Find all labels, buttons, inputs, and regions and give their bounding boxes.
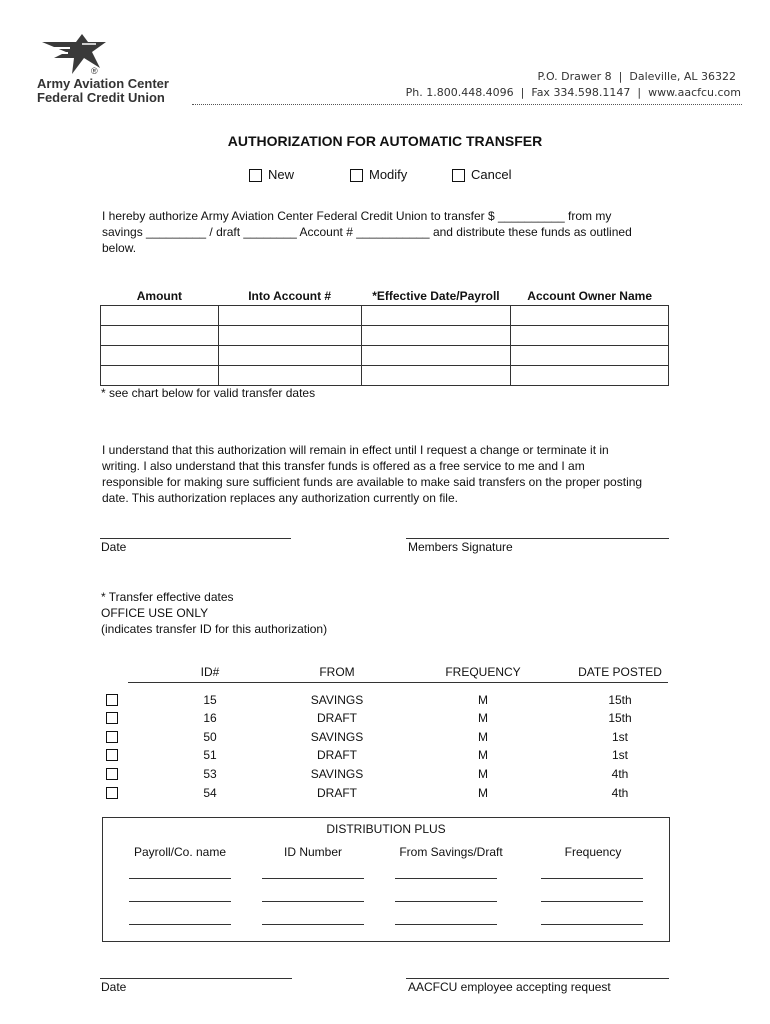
row-from: DRAFT <box>317 748 357 762</box>
row-frequency: M <box>478 711 488 725</box>
understanding-line-2: writing. I also understand that this transfer funds is offered as a free service to me and I am <box>102 459 585 473</box>
new-checkbox[interactable] <box>249 169 262 182</box>
owner-cell[interactable] <box>511 366 669 386</box>
distribution-title: DISTRIBUTION PLUS <box>326 822 446 836</box>
row-id: 50 <box>203 730 217 744</box>
account-cell[interactable] <box>218 306 361 326</box>
col-owner-name: Account Owner Name <box>527 289 652 303</box>
id-number-field-1[interactable] <box>262 878 364 879</box>
member-signature-line[interactable] <box>406 538 669 539</box>
row-frequency: M <box>478 693 488 707</box>
chart-header-frequency: FREQUENCY <box>445 665 521 679</box>
intro-line-1: I hereby authorize Army Aviation Center Federal Credit Union to transfer $ __________ from my <box>102 209 612 223</box>
chart-header-date-posted: DATE POSTED <box>578 665 662 679</box>
chart-header-from: FROM <box>319 665 355 679</box>
contact-address: P.O. Drawer 8 | Daleville, AL 36322 <box>537 70 736 83</box>
account-cell[interactable] <box>218 366 361 386</box>
bottom-date-line[interactable] <box>100 978 292 979</box>
table-row <box>101 306 669 326</box>
amount-cell[interactable] <box>101 326 219 346</box>
dist-header-id-number: ID Number <box>283 845 342 859</box>
payroll-field-3[interactable] <box>129 924 231 925</box>
logo-name-line1: Army Aviation Center <box>37 76 169 91</box>
row-date: 15th <box>608 693 632 707</box>
row-frequency: M <box>478 730 488 744</box>
id-number-field-3[interactable] <box>262 924 364 925</box>
payroll-field-2[interactable] <box>129 901 231 902</box>
distribution-plus-box <box>102 817 670 942</box>
cancel-checkbox[interactable] <box>452 169 465 182</box>
amount-cell[interactable] <box>101 346 219 366</box>
row-date: 1st <box>611 748 628 762</box>
date-label: Date <box>101 540 127 554</box>
row-frequency: M <box>478 786 488 800</box>
option-cancel-label: Cancel <box>471 167 512 182</box>
row-date: 4th <box>611 767 629 781</box>
row-frequency: M <box>478 767 488 781</box>
member-signature-label: Members Signature <box>408 540 513 554</box>
payroll-field-1[interactable] <box>129 878 231 879</box>
owner-cell[interactable] <box>511 326 669 346</box>
dist-header-from: From Savings/Draft <box>399 845 503 859</box>
account-cell[interactable] <box>218 326 361 346</box>
account-cell[interactable] <box>218 346 361 366</box>
understanding-line-3: responsible for making sure sufficient funds are available to make said transfers on the proper posting <box>102 475 643 489</box>
logo-name-line2: Federal Credit Union <box>37 90 165 105</box>
id-53-checkbox[interactable] <box>106 768 118 780</box>
from-field-1[interactable] <box>395 878 497 879</box>
dist-header-payroll: Payroll/Co. name <box>133 845 227 859</box>
intro-line-2: savings _________ / draft ________ Account # ___________ and distribute these funds as outlined <box>102 225 632 239</box>
col-effective-date: *Effective Date/Payroll <box>372 289 500 303</box>
intro-paragraph <box>102 208 722 256</box>
id-54-checkbox[interactable] <box>106 787 118 799</box>
header-divider <box>192 104 742 105</box>
id-16-checkbox[interactable] <box>106 712 118 724</box>
employee-signature-line[interactable] <box>406 978 669 979</box>
chart-header-rule <box>128 682 668 683</box>
row-id: 51 <box>203 748 217 762</box>
dist-header-frequency: Frequency <box>564 845 622 859</box>
frequency-field-2[interactable] <box>541 901 643 902</box>
date-cell[interactable] <box>361 346 511 366</box>
row-date: 1st <box>611 730 628 744</box>
table-row <box>101 326 669 346</box>
row-from: DRAFT <box>317 711 357 725</box>
col-amount: Amount <box>136 289 183 303</box>
id-15-checkbox[interactable] <box>106 694 118 706</box>
chart-header-id: ID# <box>200 665 220 679</box>
id-number-field-2[interactable] <box>262 901 364 902</box>
col-into-account: Into Account # <box>248 289 332 303</box>
aacfcu-logo-icon <box>36 30 112 80</box>
table-row <box>101 346 669 366</box>
option-modify-label: Modify <box>369 167 408 182</box>
id-51-checkbox[interactable] <box>106 749 118 761</box>
row-date: 4th <box>611 786 629 800</box>
row-from: SAVINGS <box>310 767 364 781</box>
table-row <box>101 366 669 386</box>
office-line-1: * Transfer effective dates <box>101 590 234 604</box>
amount-cell[interactable] <box>101 306 219 326</box>
row-from: SAVINGS <box>310 730 364 744</box>
option-new-label: New <box>268 167 295 182</box>
row-id: 16 <box>203 711 217 725</box>
option-cancel[interactable] <box>452 167 511 182</box>
registered-mark: ® <box>91 66 98 76</box>
owner-cell[interactable] <box>511 346 669 366</box>
option-new[interactable] <box>249 167 294 182</box>
modify-checkbox[interactable] <box>350 169 363 182</box>
row-id: 54 <box>203 786 217 800</box>
frequency-field-1[interactable] <box>541 878 643 879</box>
date-line[interactable] <box>100 538 291 539</box>
office-line-2: OFFICE USE ONLY <box>101 606 209 620</box>
understanding-line-4: date. This authorization replaces any authorization currently on file. <box>102 491 458 505</box>
date-cell[interactable] <box>361 306 511 326</box>
transfer-footnote: * see chart below for valid transfer dates <box>101 386 316 400</box>
from-field-3[interactable] <box>395 924 497 925</box>
row-from: SAVINGS <box>310 693 364 707</box>
employee-signature-label: AACFCU employee accepting request <box>408 980 611 994</box>
understanding-paragraph <box>102 442 722 506</box>
form-title: AUTHORIZATION FOR AUTOMATIC TRANSFER <box>227 133 543 149</box>
row-frequency: M <box>478 748 488 762</box>
row-date: 15th <box>608 711 632 725</box>
intro-line-3: below. <box>102 241 137 255</box>
office-use-block <box>101 589 327 637</box>
date-cell[interactable] <box>361 366 511 386</box>
office-line-3: (indicates transfer ID for this authorization) <box>101 622 328 636</box>
from-field-2[interactable] <box>395 901 497 902</box>
owner-cell[interactable] <box>511 306 669 326</box>
option-modify[interactable] <box>350 167 407 182</box>
amount-cell[interactable] <box>101 366 219 386</box>
contact-phone-fax-web: Ph. 1.800.448.4096 | Fax 334.598.1147 | www.aacfcu.com <box>405 86 741 99</box>
bottom-date-label: Date <box>101 980 127 994</box>
row-id: 53 <box>203 767 217 781</box>
understanding-line-1: I understand that this authorization will remain in effect until I request a change or terminate it in <box>102 443 609 457</box>
row-from: DRAFT <box>317 786 357 800</box>
frequency-field-3[interactable] <box>541 924 643 925</box>
row-id: 15 <box>203 693 217 707</box>
id-50-checkbox[interactable] <box>106 731 118 743</box>
transfer-table <box>100 287 669 386</box>
date-cell[interactable] <box>361 326 511 346</box>
